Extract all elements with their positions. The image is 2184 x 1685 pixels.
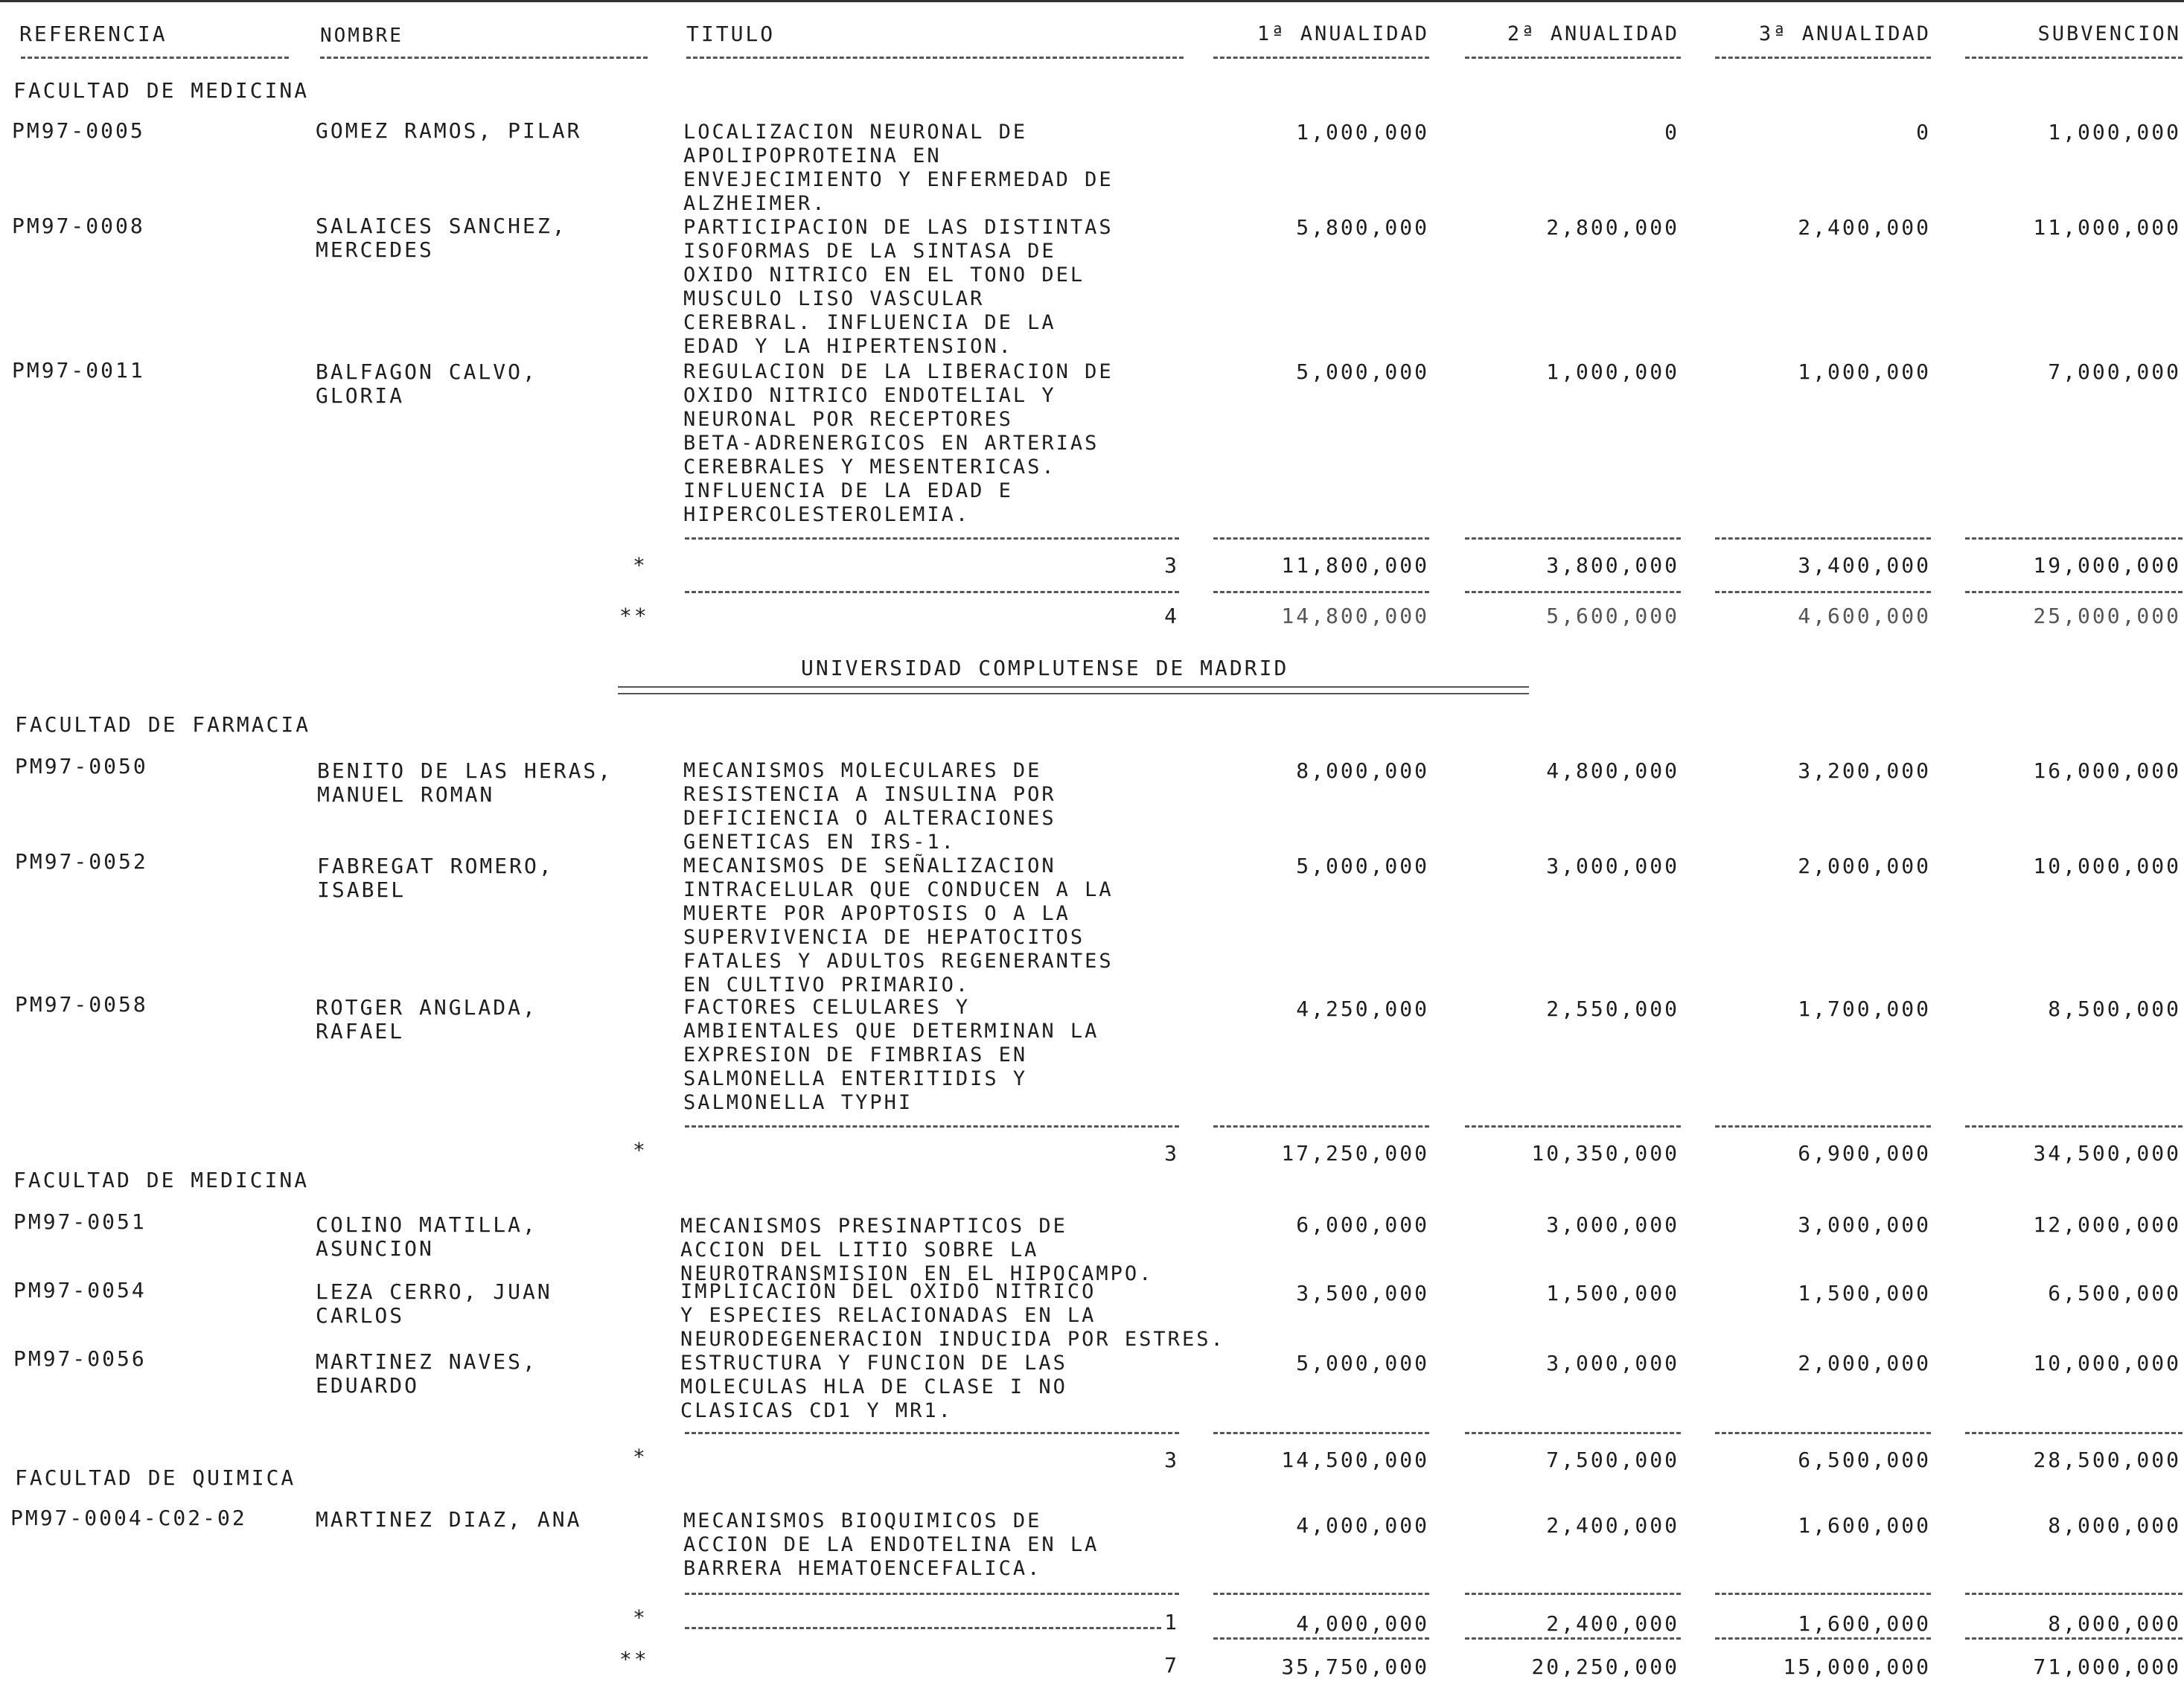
row-titulo: IMPLICACION DEL OXIDO NITRICO Y ESPECIES RELACIONADAS EN LA NEURODEGENERACION INDUCIDA POR ESTRES. [680, 1280, 1225, 1351]
total-rule [1965, 1637, 2183, 1640]
subtotal-mark: * [633, 1605, 648, 1630]
row-anualidad-2: 2,800,000 [1546, 215, 1679, 240]
subtotal-count: 3 [1164, 553, 1179, 578]
header-rule [1213, 57, 1429, 59]
total-mark: ** [619, 604, 649, 628]
row-anualidad-3: 3,200,000 [1798, 758, 1931, 783]
row-anualidad-3: 1,600,000 [1798, 1513, 1931, 1538]
subtotal-rule [685, 537, 1179, 540]
header-rule [1465, 57, 1681, 59]
total-anualidad-3: 4,600,000 [1798, 604, 1931, 628]
university-title: UNIVERSIDAD COMPLUTENSE DE MADRID [801, 656, 1289, 680]
row-titulo: MECANISMOS DE SEÑALIZACION INTRACELULAR QUE CONDUCEN A LA MUERTE POR APOPTOSIS O A LA SUPERVIVENCIA DE HEPATOCITOS FATALES Y ADULTOS REGENERANTES EN CULTIVO PRIMARIO. [683, 854, 1114, 997]
subtotal-rule [685, 1125, 1179, 1128]
row-nombre: SALAICES SANCHEZ, MERCEDES [316, 214, 567, 262]
total-mark: ** [619, 1647, 649, 1672]
row-subvencion: 12,000,000 [2033, 1212, 2181, 1237]
row-titulo: MECANISMOS PRESINAPTICOS DE ACCION DEL LITIO SOBRE LA NEUROTRANSMISION EN EL HIPOCAMPO. [680, 1215, 1154, 1285]
row-anualidad-1: 4,000,000 [1296, 1513, 1429, 1538]
subtotal-mark: * [633, 1445, 648, 1469]
total-anualidad-3: 15,000,000 [1783, 1654, 1931, 1679]
subtotal-subvencion: 34,500,000 [2033, 1141, 2181, 1166]
header-rule [1715, 57, 1931, 59]
row-anualidad-2: 3,000,000 [1546, 854, 1679, 878]
faculty-heading: FACULTAD DE MEDICINA [13, 1168, 310, 1192]
faculty-heading: FACULTAD DE FARMACIA [15, 712, 311, 737]
row-anualidad-2: 2,550,000 [1546, 997, 1679, 1021]
faculty-heading: FACULTAD DE MEDICINA [13, 78, 310, 103]
row-anualidad-2: 1,500,000 [1546, 1281, 1679, 1305]
row-anualidad-3: 1,700,000 [1798, 997, 1931, 1021]
row-titulo: ESTRUCTURA Y FUNCION DE LAS MOLECULAS HLA DE CLASE I NO CLASICAS CD1 Y MR1. [680, 1352, 1067, 1422]
row-subvencion: 6,500,000 [2048, 1281, 2181, 1305]
header-rule [686, 57, 1184, 59]
total-subvencion: 71,000,000 [2033, 1654, 2181, 1679]
total-rule [1465, 1637, 1681, 1640]
subtotal-rule [1465, 1125, 1681, 1128]
subtotal-anualidad-2: 10,350,000 [1531, 1141, 1679, 1166]
row-titulo: LOCALIZACION NEURONAL DE APOLIPOPROTEINA EN ENVEJECIMIENTO Y ENFERMEDAD DE ALZHEIMER. [683, 121, 1114, 215]
row-titulo: REGULACION DE LA LIBERACION DE OXIDO NITRICO ENDOTELIAL Y NEURONAL POR RECEPTORES BETA-ADRENERGICOS EN ARTERIAS CEREBRALES Y MESENTERICAS. INFLUENCIA DE LA EDAD E HIPERCOLESTEROLEMIA. [683, 360, 1114, 526]
subtotal-rule [1715, 537, 1931, 540]
subtotal-mark: * [633, 1138, 648, 1163]
row-nombre: BENITO DE LAS HERAS, MANUEL ROMAN [317, 758, 613, 807]
subtotal-rule [685, 1627, 1161, 1629]
subtotal-anualidad-3: 1,600,000 [1798, 1611, 1931, 1636]
total-anualidad-1: 14,800,000 [1281, 604, 1429, 628]
subtotal-rule [1213, 1125, 1429, 1128]
row-subvencion: 11,000,000 [2033, 215, 2181, 240]
total-subvencion: 25,000,000 [2033, 604, 2181, 628]
header-rule [1965, 57, 2183, 59]
subtotal-anualidad-2: 3,800,000 [1546, 553, 1679, 578]
row-subvencion: 10,000,000 [2033, 1351, 2181, 1375]
row-referencia: PM97-0056 [13, 1346, 147, 1371]
row-anualidad-1: 1,000,000 [1296, 120, 1429, 144]
row-anualidad-3: 2,400,000 [1798, 215, 1931, 240]
subtotal-rule [1715, 1125, 1931, 1128]
total-rule [1715, 1637, 1931, 1640]
row-anualidad-1: 5,800,000 [1296, 215, 1429, 240]
subtotal-subvencion: 28,500,000 [2033, 1448, 2181, 1472]
row-anualidad-2: 3,000,000 [1546, 1351, 1679, 1375]
row-anualidad-3: 3,000,000 [1798, 1212, 1931, 1237]
row-anualidad-1: 3,500,000 [1296, 1281, 1429, 1305]
header-referencia: REFERENCIA [19, 22, 167, 46]
row-anualidad-2: 1,000,000 [1546, 359, 1679, 384]
subtotal-rule [1715, 1593, 1931, 1595]
total-count: 7 [1164, 1653, 1179, 1678]
subtotal-count: 1 [1164, 1610, 1179, 1634]
row-anualidad-3: 2,000,000 [1798, 854, 1931, 878]
row-anualidad-2: 4,800,000 [1546, 758, 1679, 783]
subtotal-rule [1965, 1125, 2183, 1128]
subtotal-anualidad-2: 2,400,000 [1546, 1611, 1679, 1636]
subtotal-anualidad-1: 11,800,000 [1281, 553, 1429, 578]
header-rule [21, 57, 289, 59]
total-rule [1965, 591, 2183, 593]
total-anualidad-2: 20,250,000 [1531, 1654, 1679, 1679]
subtotal-anualidad-3: 6,900,000 [1798, 1141, 1931, 1166]
university-double-rule [618, 686, 1529, 694]
row-referencia: PM97-0054 [13, 1278, 147, 1302]
subtotal-anualidad-1: 17,250,000 [1281, 1141, 1429, 1166]
subtotal-subvencion: 19,000,000 [2033, 553, 2181, 578]
subtotal-rule [1213, 1432, 1429, 1434]
subtotal-rule [1965, 537, 2183, 540]
subtotal-anualidad-3: 3,400,000 [1798, 553, 1931, 578]
subtotal-count: 3 [1164, 1448, 1179, 1472]
row-anualidad-1: 4,250,000 [1296, 997, 1429, 1021]
row-anualidad-2: 2,400,000 [1546, 1513, 1679, 1538]
row-subvencion: 10,000,000 [2033, 854, 2181, 878]
row-anualidad-3: 0 [1916, 120, 1931, 144]
row-nombre: MARTINEZ NAVES, EDUARDO [316, 1349, 537, 1398]
row-subvencion: 8,000,000 [2048, 1513, 2181, 1538]
total-rule [1213, 1637, 1429, 1640]
header-anualidad-2: 2ª ANUALIDAD [1507, 22, 1679, 45]
total-rule [1715, 591, 1931, 593]
subtotal-rule [1965, 1432, 2183, 1434]
subtotal-subvencion: 8,000,000 [2048, 1611, 2181, 1636]
row-anualidad-2: 0 [1664, 120, 1679, 144]
row-referencia: PM97-0050 [15, 754, 148, 778]
header-nombre: NOMBRE [320, 25, 403, 47]
subtotal-rule [1715, 1432, 1931, 1434]
total-count: 4 [1164, 604, 1179, 628]
subtotal-mark: * [633, 553, 648, 578]
row-anualidad-3: 1,000,000 [1798, 359, 1931, 384]
header-rule [320, 57, 648, 59]
row-anualidad-1: 8,000,000 [1296, 758, 1429, 783]
row-anualidad-1: 5,000,000 [1296, 1351, 1429, 1375]
header-titulo: TITULO [686, 22, 776, 46]
row-nombre: ROTGER ANGLADA, RAFAEL [316, 995, 537, 1043]
subtotal-rule [1213, 537, 1429, 540]
subtotal-anualidad-2: 7,500,000 [1546, 1448, 1679, 1472]
faculty-heading: FACULTAD DE QUIMICA [15, 1465, 296, 1490]
row-nombre: BALFAGON CALVO, GLORIA [316, 359, 537, 408]
row-titulo: MECANISMOS BIOQUIMICOS DE ACCION DE LA ENDOTELINA EN LA BARRERA HEMATOENCEFALICA. [683, 1509, 1099, 1580]
row-subvencion: 16,000,000 [2033, 758, 2181, 783]
total-rule [1465, 591, 1681, 593]
row-titulo: MECANISMOS MOLECULARES DE RESISTENCIA A INSULINA POR DEFICIENCIA O ALTERACIONES GENETICAS EN IRS-1. [683, 759, 1056, 854]
row-anualidad-1: 6,000,000 [1296, 1212, 1429, 1237]
subtotal-rule [1465, 1432, 1681, 1434]
subtotal-rule [1965, 1593, 2183, 1595]
subtotal-rule [1465, 537, 1681, 540]
total-rule [685, 591, 1179, 593]
header-subvencion: SUBVENCION [2037, 22, 2181, 45]
row-nombre: FABREGAT ROMERO, ISABEL [317, 854, 554, 902]
subtotal-rule [1213, 1593, 1429, 1595]
row-nombre: COLINO MATILLA, ASUNCION [316, 1212, 537, 1261]
row-nombre: GOMEZ RAMOS, PILAR [316, 118, 582, 143]
subtotal-anualidad-3: 6,500,000 [1798, 1448, 1931, 1472]
subtotal-count: 3 [1164, 1141, 1179, 1166]
subtotal-rule [685, 1432, 1179, 1434]
row-referencia: PM97-0004-C02-02 [10, 1506, 247, 1530]
subtotal-anualidad-1: 4,000,000 [1296, 1611, 1429, 1636]
row-anualidad-3: 2,000,000 [1798, 1351, 1931, 1375]
row-referencia: PM97-0058 [15, 992, 148, 1017]
header-anualidad-3: 3ª ANUALIDAD [1758, 22, 1931, 45]
row-referencia: PM97-0052 [15, 849, 148, 874]
row-referencia: PM97-0005 [12, 118, 145, 143]
row-nombre: LEZA CERRO, JUAN CARLOS [316, 1279, 552, 1328]
header-anualidad-1: 1ª ANUALIDAD [1257, 22, 1429, 45]
row-subvencion: 8,500,000 [2048, 997, 2181, 1021]
row-anualidad-1: 5,000,000 [1296, 359, 1429, 384]
row-referencia: PM97-0011 [12, 358, 145, 383]
row-referencia: PM97-0051 [13, 1209, 147, 1234]
row-nombre: MARTINEZ DIAZ, ANA [316, 1507, 582, 1532]
row-titulo: PARTICIPACION DE LAS DISTINTAS ISOFORMAS DE LA SINTASA DE OXIDO NITRICO EN EL TONO DEL MUSCULO LISO VASCULAR CEREBRAL. INFLUENCIA DE LA EDAD Y LA HIPERTENSION. [683, 216, 1114, 358]
row-subvencion: 7,000,000 [2048, 359, 2181, 384]
subtotal-rule [685, 1593, 1179, 1595]
row-anualidad-2: 3,000,000 [1546, 1212, 1679, 1237]
total-rule [1213, 591, 1429, 593]
top-rule [0, 0, 2184, 2]
subtotal-rule [1465, 1593, 1681, 1595]
total-anualidad-2: 5,600,000 [1546, 604, 1679, 628]
row-anualidad-1: 5,000,000 [1296, 854, 1429, 878]
total-anualidad-1: 35,750,000 [1281, 1654, 1429, 1679]
row-referencia: PM97-0008 [12, 214, 145, 238]
row-titulo: FACTORES CELULARES Y AMBIENTALES QUE DETERMINAN LA EXPRESION DE FIMBRIAS EN SALMONELLA ENTERITIDIS Y SALMONELLA TYPHI [683, 996, 1099, 1114]
row-anualidad-3: 1,500,000 [1798, 1281, 1931, 1305]
row-subvencion: 1,000,000 [2048, 120, 2181, 144]
subtotal-anualidad-1: 14,500,000 [1281, 1448, 1429, 1472]
